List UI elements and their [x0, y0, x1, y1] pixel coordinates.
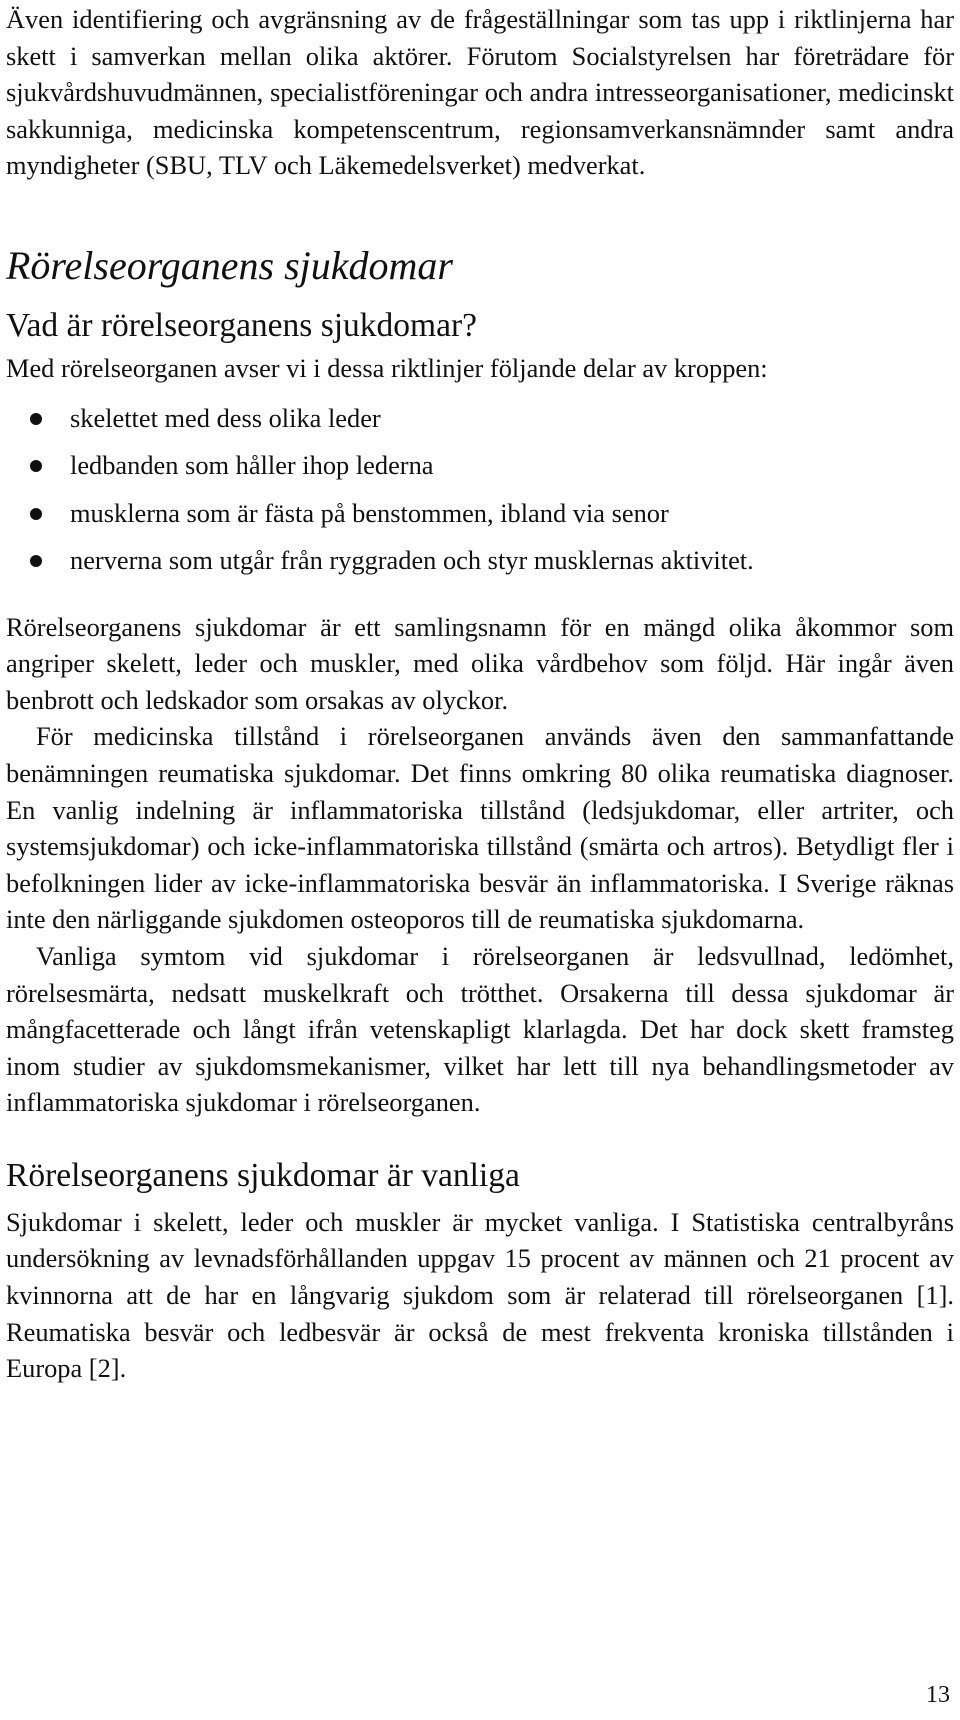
list-item-text: nerverna som utgår från ryggraden och styr musklernas aktivitet. — [70, 545, 754, 576]
list-item — [6, 395, 954, 443]
section-intro-paragraph: Med rörelseorganen avser vi i dessa riktlinjer följande delar av kroppen: — [6, 352, 768, 383]
section-heading: Rörelseorganens sjukdomar är vanliga — [6, 1156, 520, 1194]
body-paragraph: Rörelseorganens sjukdomar är ett samlingsnamn för en mängd olika åkommor som angriper skelett, leder och muskler, med olika vårdbehov som följd. Här ingår även benbrott och ledskador som orsakas av olyckor. — [6, 611, 954, 715]
document-page — [6, 0, 954, 1387]
body-paragraph: För medicinska tillstånd i rörelseorganen används även den sammanfattande benämningen reumatiska sjukdomar. Det finns omkring 80 olika reumatiska diagnoser. En vanlig indelning är inflammatoriska tillstånd (ledsjukdomar, eller artriter, och systemsjukdomar) och icke-inflammatoriska tillstånd (smärta och artros). Betydligt fler i befolkningen lider av icke-inflammatoriska besvär än inflammatoriska. I Sverige räknas inte den närliggande sjukdomen osteoporos till de reumatiska sjukdomarna. — [6, 721, 954, 935]
list-item-text: ledbanden som håller ihop lederna — [70, 450, 434, 481]
bullet-icon — [30, 413, 42, 425]
list-item-text: musklerna som är fästa på benstommen, ibland via senor — [70, 497, 669, 528]
bullet-icon — [30, 508, 42, 520]
list-item-text: skelettet med dess olika leder — [70, 402, 381, 433]
chapter-heading: Rörelseorganens sjukdomar — [6, 242, 453, 288]
bullet-icon — [30, 460, 42, 472]
intro-paragraph: Även identifiering och avgränsning av de frågeställningar som tas upp i riktlinjerna har skett i samverkan mellan olika aktörer. Förutom Socialstyrelsen har företrädare för sjukvårdshuvudmännen, specialistföreningar och andra intresseorganisationer, medicinskt sakkunniga, medicinska kompetenscentrum, regionsamverkansnämnder samt andra myndigheter (SBU, TLV och Läkemedelsverket) medverkat. — [6, 4, 954, 181]
body-paragraph: Sjukdomar i skelett, leder och muskler är mycket vanliga. I Statistiska centralbyråns undersökning av levnadsförhållanden uppgav 15 procent av männen och 21 procent av kvinnorna att de har en långvarig sjukdom som är relaterad till rörelseorganen [1]. Reumatiska besvär och ledbesvär är också de mest frekventa kroniska tillstånden i Europa [2]. — [6, 1206, 954, 1384]
body-paragraph: Vanliga symtom vid sjukdomar i rörelseorganen är ledsvullnad, ledömhet, rörelsesmärta, nedsatt muskelkraft och trötthet. Orsakerna till dessa sjukdomar är mångfacetterade och långt ifrån vetenskapligt klarlagda. Det har dock skett framsteg inom studier av sjukdomsmekanismer, vilket har lett till nya behandlingsmetoder av inflammatoriska sjukdomar i rörelseorganen. — [6, 940, 954, 1118]
list-item — [6, 490, 954, 538]
list-item — [6, 442, 954, 490]
section-subheading: Vad är rörelseorganens sjukdomar? — [6, 306, 478, 344]
list-item — [6, 537, 954, 585]
body-parts-list — [6, 395, 954, 585]
page-number: 13 — [926, 1682, 950, 1708]
bullet-icon — [30, 555, 42, 567]
